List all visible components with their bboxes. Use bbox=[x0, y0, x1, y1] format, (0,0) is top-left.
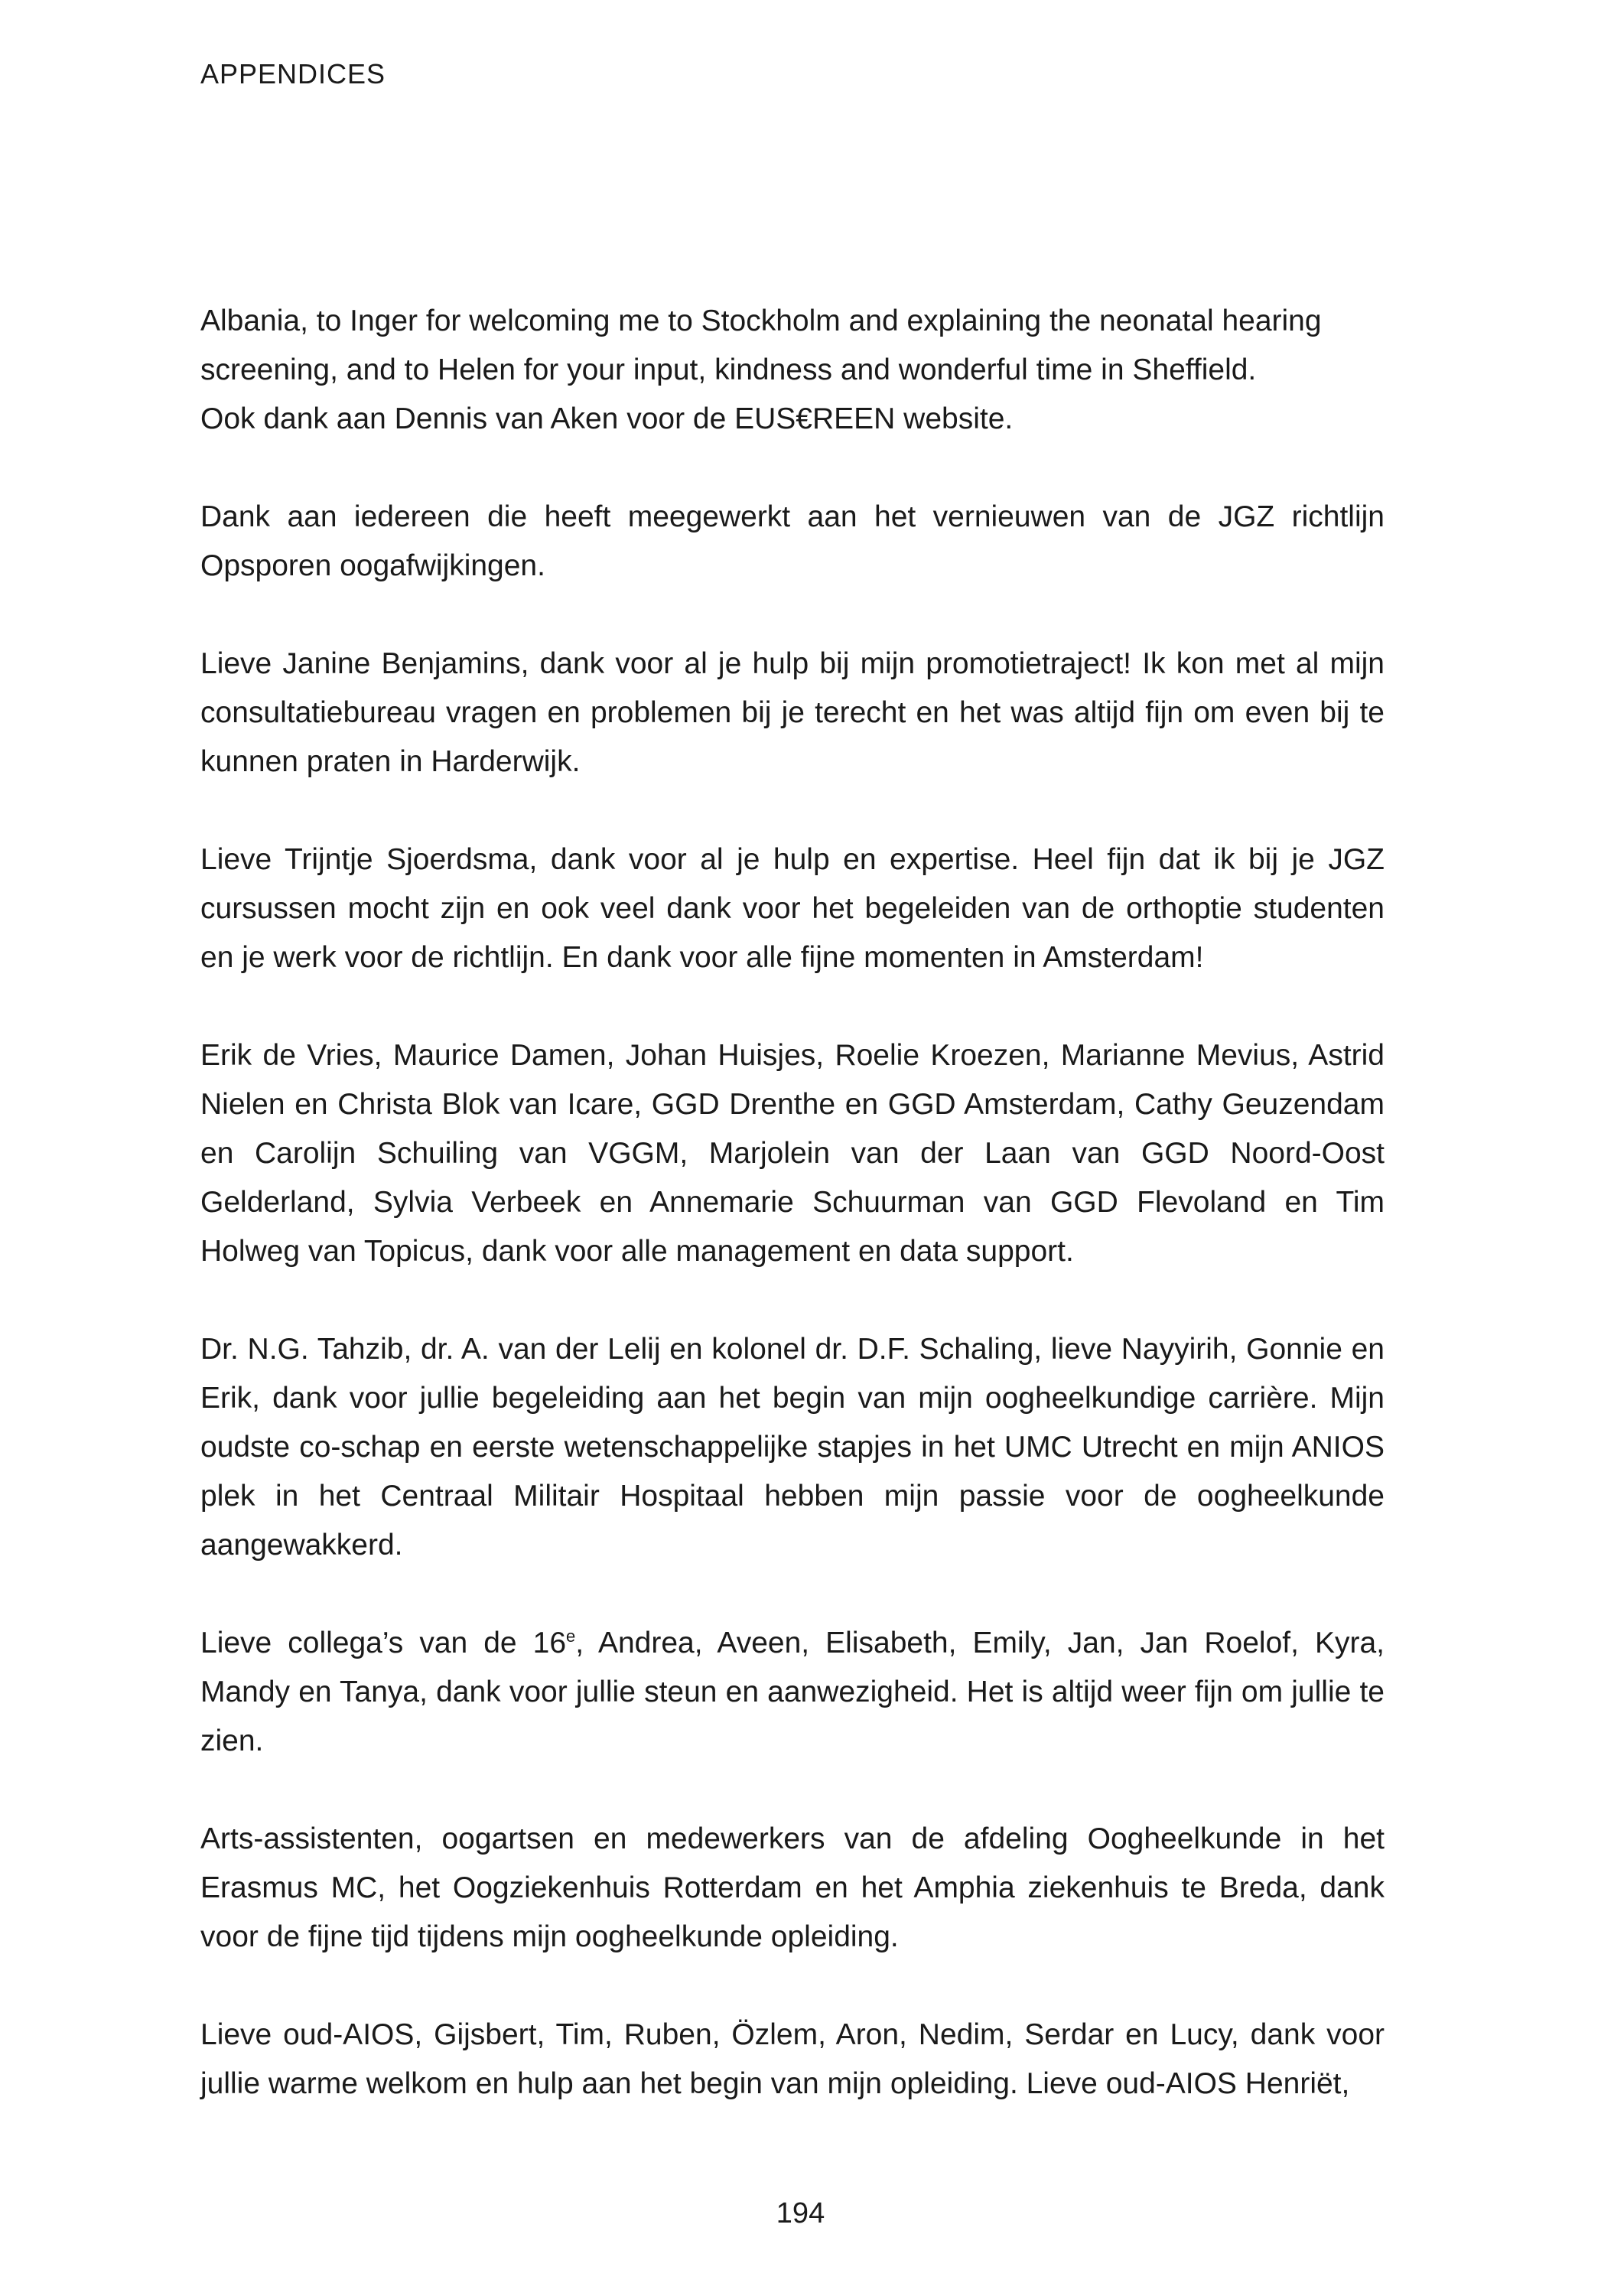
body-text bbox=[200, 297, 1385, 2158]
paragraph-4: Lieve Trijntje Sjoerdsma, dank voor al je hulp en expertise. Heel fijn dat ik bij je JGZ cursussen mocht zijn en ook veel dank voor het begeleiden van de orthoptie studenten en je werk voor de richtlijn. En dank voor alle fijne momenten in Amsterdam! bbox=[200, 843, 1385, 974]
paragraph-2: Dank aan iedereen die heeft meegewerkt aan het vernieuwen van de JGZ richtlijn Opsporen oogafwijkingen. bbox=[200, 500, 1385, 582]
paragraph-7-rest: , Andrea, Aveen, Elisabeth, Emily, Jan, Jan Roelof, Kyra, Mandy en Tanya, dank voor jullie steun en aanwezigheid. Het is altijd weer fijn om jullie te zien. bbox=[200, 1627, 1385, 1757]
paragraph-7 bbox=[200, 1619, 1385, 1766]
paragraph-1-line-1: Albania, to Inger for welcoming me to Stockholm and explaining the neonatal hearing screening, and to Helen for your input, kindness and wonderful time in Sheffield. bbox=[200, 305, 1322, 386]
page-number: 194 bbox=[776, 2197, 825, 2229]
paragraph-5: Erik de Vries, Maurice Damen, Johan Huisjes, Roelie Kroezen, Marianne Mevius, Astrid Nielen en Christa Blok van Icare, GGD Drenthe en GGD Amsterdam, Cathy Geuzendam en Carolijn Schuiling van VGGM, Marjolein van der Laan van GGD Noord-Oost Gelderland, Sylvia Verbeek en Annemarie Schuurman van GGD Flevoland en Tim Holweg van Topicus, dank voor alle management en data support. bbox=[200, 1039, 1385, 1268]
paragraph-1-line-2: Ook dank aan Dennis van Aken voor de EUS€REEN website. bbox=[200, 402, 1014, 435]
paragraph-1 bbox=[200, 297, 1385, 444]
paragraph-8: Arts-assistenten, oogartsen en medewerkers van de afdeling Oogheelkunde in het Erasmus MC, het Oogziekenhuis Rotterdam en het Amphia ziekenhuis te Breda, dank voor de fijne tijd tijdens mijn oogheelkunde opleiding. bbox=[200, 1822, 1385, 1953]
running-header: APPENDICES bbox=[200, 58, 386, 90]
paragraph-7-start: Lieve collega’s van de 16 bbox=[200, 1627, 567, 1659]
paragraph-3: Lieve Janine Benjamins, dank voor al je hulp bij mijn promotietraject! Ik kon met al mijn consultatiebureau vragen en problemen bij je terecht en het was altijd fijn om even bij te kunnen praten in Harderwijk. bbox=[200, 647, 1385, 778]
paragraph-9: Lieve oud-AIOS, Gijsbert, Tim, Ruben, Özlem, Aron, Nedim, Serdar en Lucy, dank voor jullie warme welkom en hulp aan het begin van mijn opleiding. Lieve oud-AIOS Henriët, bbox=[200, 2018, 1385, 2100]
paragraph-6: Dr. N.G. Tahzib, dr. A. van der Lelij en kolonel dr. D.F. Schaling, lieve Nayyirih, Gonnie en Erik, dank voor jullie begeleiding aan het begin van mijn oogheelkundige carrière. Mijn oudste co-schap en eerste wetenschappelijke stapjes in het UMC Utrecht en mijn ANIOS plek in het Centraal Militair Hospitaal hebben mijn passie voor de oogheelkunde aangewakkerd. bbox=[200, 1333, 1385, 1562]
ordinal-superscript: e bbox=[566, 1627, 576, 1646]
